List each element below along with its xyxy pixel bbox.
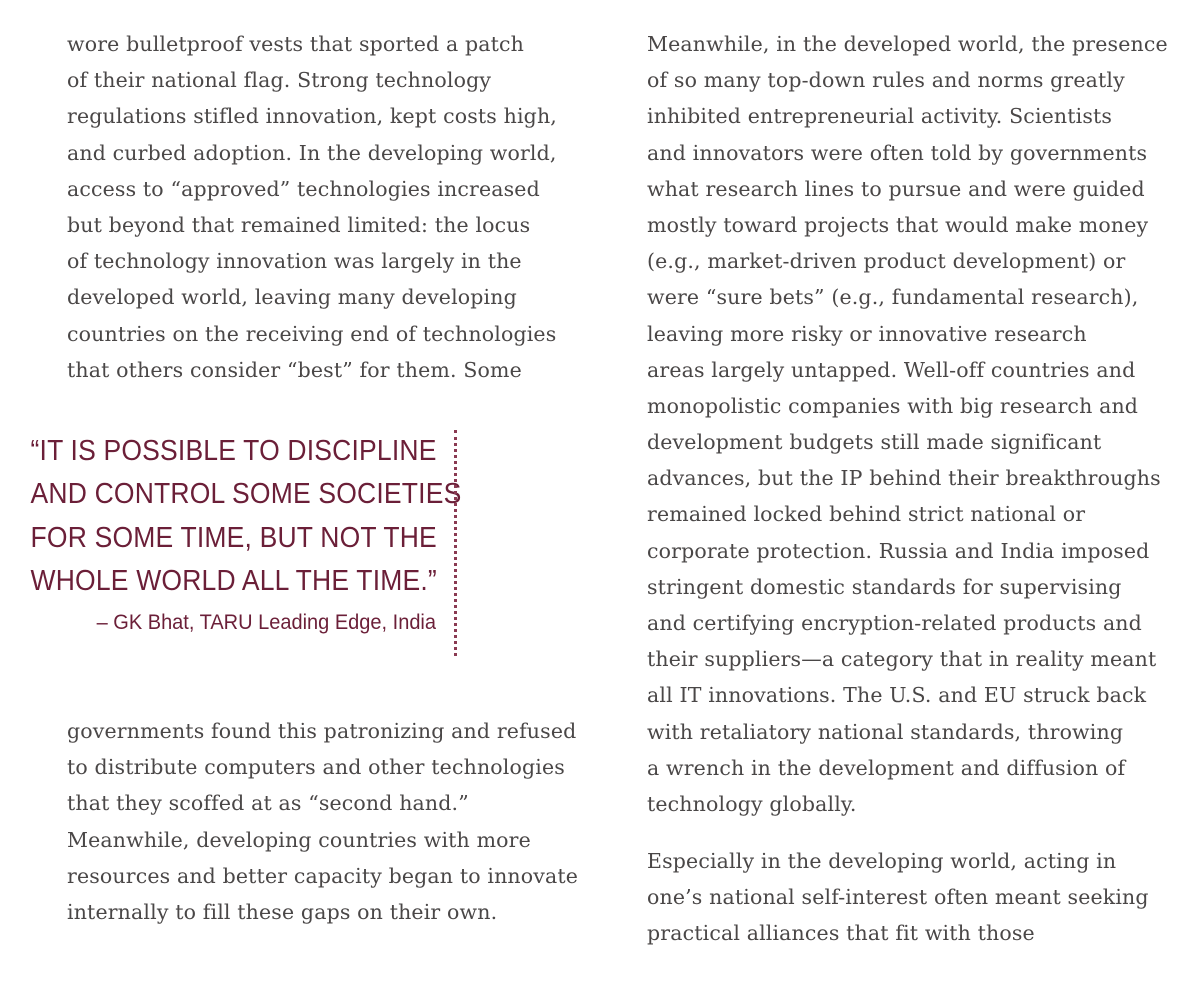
- text-line: Meanwhile, developing countries with more: [67, 827, 531, 852]
- text-line: with retaliatory national standards, throwing: [647, 719, 1124, 744]
- pull-quote-attribution: – GK Bhat, TARU Leading Edge, India: [96, 610, 436, 635]
- text-line: a wrench in the development and diffusion of: [647, 755, 1126, 780]
- text-line: of technology innovation was largely in the: [67, 249, 522, 274]
- text-line: governments found this patronizing and refused: [67, 719, 577, 743]
- text-line: were “sure bets” (e.g., fundamental research),: [647, 285, 1139, 310]
- text-line: internally to fill these gaps on their own.: [67, 899, 498, 924]
- right-column-paragraph-main: [647, 26, 1168, 822]
- text-line: and curbed adoption. In the developing world,: [67, 140, 557, 165]
- text-line: corporate protection. Russia and India imposed: [647, 538, 1150, 563]
- text-line: one’s national self-interest often meant seeking: [647, 885, 1149, 910]
- left-column-paragraph-top: [67, 26, 557, 388]
- text-line: wore bulletproof vests that sported a patch: [67, 32, 525, 56]
- text-line: access to “approved” technologies increased: [67, 176, 540, 201]
- right-column-paragraph-second: [647, 843, 1149, 952]
- text-line: mostly toward projects that would make money: [647, 212, 1149, 237]
- text-line: Especially in the developing world, acting in: [647, 849, 1117, 873]
- text-line: advances, but the IP behind their breakthroughs: [647, 466, 1161, 491]
- left-column-paragraph-bottom: [67, 713, 578, 930]
- pull-quote: [0, 430, 462, 637]
- text-line: development budgets still made significant: [647, 430, 1102, 455]
- pull-quote-line: FOR SOME TIME, BUT NOT THE: [30, 521, 437, 554]
- text-line: that others consider “best” for them. Some: [67, 357, 522, 382]
- text-line: what research lines to pursue and were guided: [647, 176, 1145, 201]
- text-line: their suppliers—a category that in reality meant: [647, 647, 1157, 672]
- text-line: monopolistic companies with big research and: [647, 393, 1139, 418]
- text-line: Meanwhile, in the developed world, the presence: [647, 32, 1168, 56]
- text-line: practical alliances that fit with those: [647, 921, 1035, 946]
- text-line: (e.g., market-driven product development) or: [647, 249, 1126, 274]
- text-line: developed world, leaving many developing: [67, 285, 517, 310]
- text-line: inhibited entrepreneurial activity. Scientists: [647, 104, 1113, 129]
- text-line: that they scoffed at as “second hand.”: [67, 791, 469, 816]
- text-line: of so many top-down rules and norms greatly: [647, 68, 1125, 93]
- text-line: stringent domestic standards for supervising: [647, 574, 1122, 599]
- text-line: leaving more risky or innovative research: [647, 321, 1087, 346]
- text-line: regulations stifled innovation, kept costs high,: [67, 104, 557, 129]
- text-line: and certifying encryption-related products and: [647, 611, 1142, 635]
- text-line: areas largely untapped. Well-off countries and: [647, 357, 1136, 382]
- text-line: of their national flag. Strong technology: [67, 68, 492, 93]
- text-line: to distribute computers and other technologies: [67, 755, 565, 780]
- text-line: remained locked behind strict national or: [647, 502, 1086, 527]
- text-line: but beyond that remained limited: the locus: [67, 212, 531, 237]
- text-line: technology globally.: [647, 791, 857, 816]
- text-line: resources and better capacity began to innovate: [67, 863, 579, 888]
- pull-quote-line: AND CONTROL SOME SOCIETIES: [30, 478, 462, 511]
- pull-quote-line: “IT IS POSSIBLE TO DISCIPLINE: [30, 435, 437, 467]
- pull-quote-dotted-rule: [454, 430, 457, 656]
- text-line: and innovators were often told by governments: [647, 140, 1148, 165]
- text-line: countries on the receiving end of technologies: [67, 321, 557, 346]
- text-line: all IT innovations. The U.S. and EU struck back: [647, 683, 1147, 708]
- pull-quote-line: WHOLE WORLD ALL THE TIME.”: [30, 564, 437, 597]
